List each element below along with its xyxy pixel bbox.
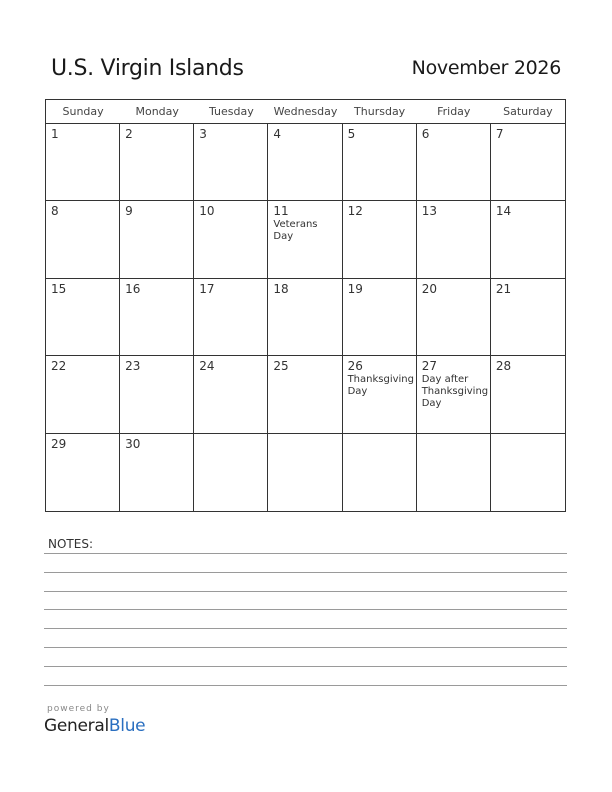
brand-blue: Blue bbox=[108, 716, 146, 736]
day-cell bbox=[120, 356, 194, 433]
day-cell bbox=[268, 356, 342, 433]
note-line bbox=[44, 666, 567, 667]
day-number: 17 bbox=[199, 281, 215, 296]
note-line bbox=[44, 609, 567, 610]
day-cell bbox=[194, 356, 268, 433]
powered-by-text: powered by bbox=[47, 704, 110, 714]
day-cell bbox=[120, 201, 194, 278]
month-title: November 2026 bbox=[411, 57, 561, 79]
holiday-label: Thanksgiving Day bbox=[347, 374, 414, 398]
day-number: 28 bbox=[495, 359, 512, 374]
day-number: 15 bbox=[51, 281, 67, 296]
day-number: 6 bbox=[421, 127, 430, 141]
day-cell bbox=[343, 434, 417, 511]
day-number: 5 bbox=[347, 127, 356, 141]
day-cell bbox=[46, 279, 120, 356]
day-cell bbox=[343, 124, 417, 201]
weekday-thursday: Thursday bbox=[354, 105, 406, 118]
day-cell bbox=[120, 124, 194, 201]
note-line bbox=[44, 628, 567, 629]
day-cell bbox=[417, 434, 491, 511]
day-number: 21 bbox=[495, 281, 512, 296]
day-number: 13 bbox=[421, 204, 437, 219]
day-number: 25 bbox=[273, 359, 289, 374]
day-cell bbox=[194, 434, 268, 511]
weekday-saturday: Saturday bbox=[503, 105, 553, 118]
day-cell bbox=[46, 434, 120, 511]
day-cell bbox=[194, 201, 268, 278]
day-number: 29 bbox=[51, 436, 67, 451]
day-number: 18 bbox=[273, 281, 289, 296]
day-number: 7 bbox=[495, 127, 504, 141]
weekday-friday: Friday bbox=[437, 105, 471, 118]
calendar-grid bbox=[45, 99, 566, 512]
weekday-monday: Monday bbox=[135, 105, 179, 118]
calendar-weeks bbox=[46, 124, 565, 511]
day-cell bbox=[417, 124, 491, 201]
day-cell bbox=[491, 124, 565, 201]
day-number: 27 bbox=[421, 359, 437, 374]
day-number: 12 bbox=[347, 204, 363, 219]
day-cell bbox=[417, 279, 491, 356]
day-cell bbox=[417, 201, 491, 278]
day-cell bbox=[120, 279, 194, 356]
weekday-header-row bbox=[46, 100, 565, 124]
weekday-sunday: Sunday bbox=[62, 105, 104, 118]
day-cell bbox=[491, 201, 565, 278]
day-number: 9 bbox=[125, 204, 133, 219]
day-number: 19 bbox=[347, 281, 363, 296]
day-cell bbox=[343, 279, 417, 356]
holiday-label: Veterans Day bbox=[273, 219, 318, 243]
day-number: 30 bbox=[125, 436, 141, 451]
day-number: 23 bbox=[125, 359, 141, 374]
weekday-tuesday: Tuesday bbox=[208, 105, 254, 118]
note-line bbox=[44, 591, 567, 592]
day-number: 11 bbox=[273, 204, 289, 219]
note-line bbox=[44, 553, 567, 554]
note-line bbox=[44, 572, 567, 573]
day-cell bbox=[268, 124, 342, 201]
day-cell bbox=[417, 356, 491, 433]
region-title: U.S. Virgin Islands bbox=[51, 56, 244, 81]
day-number: 3 bbox=[199, 127, 207, 141]
day-number: 10 bbox=[199, 204, 215, 219]
day-cell bbox=[343, 356, 417, 433]
day-number: 20 bbox=[421, 281, 437, 296]
day-cell bbox=[268, 279, 342, 356]
day-cell bbox=[491, 279, 565, 356]
day-cell bbox=[46, 356, 120, 433]
day-number: 16 bbox=[125, 281, 141, 296]
brand-general: General bbox=[44, 716, 109, 736]
day-number: 1 bbox=[51, 127, 59, 141]
day-number: 24 bbox=[199, 359, 215, 374]
weekday-wednesday: Wednesday bbox=[273, 105, 338, 118]
day-cell bbox=[120, 434, 194, 511]
holiday-label: Day after Thanksgiving Day bbox=[421, 374, 489, 410]
day-number: 14 bbox=[495, 204, 512, 219]
note-line bbox=[44, 647, 567, 648]
day-number: 26 bbox=[347, 359, 363, 374]
notes-label: NOTES: bbox=[48, 537, 93, 551]
day-cell bbox=[268, 201, 342, 278]
day-number: 22 bbox=[51, 359, 67, 374]
day-cell bbox=[268, 434, 342, 511]
day-cell bbox=[491, 434, 565, 511]
day-cell bbox=[46, 201, 120, 278]
day-number: 2 bbox=[125, 127, 133, 141]
day-cell bbox=[343, 201, 417, 278]
generalblue-logo bbox=[44, 716, 145, 736]
day-cell bbox=[194, 124, 268, 201]
day-cell bbox=[46, 124, 120, 201]
note-line bbox=[44, 685, 567, 686]
day-cell bbox=[194, 279, 268, 356]
day-cell bbox=[491, 356, 565, 433]
day-number: 4 bbox=[273, 127, 282, 141]
day-number: 8 bbox=[51, 204, 59, 219]
